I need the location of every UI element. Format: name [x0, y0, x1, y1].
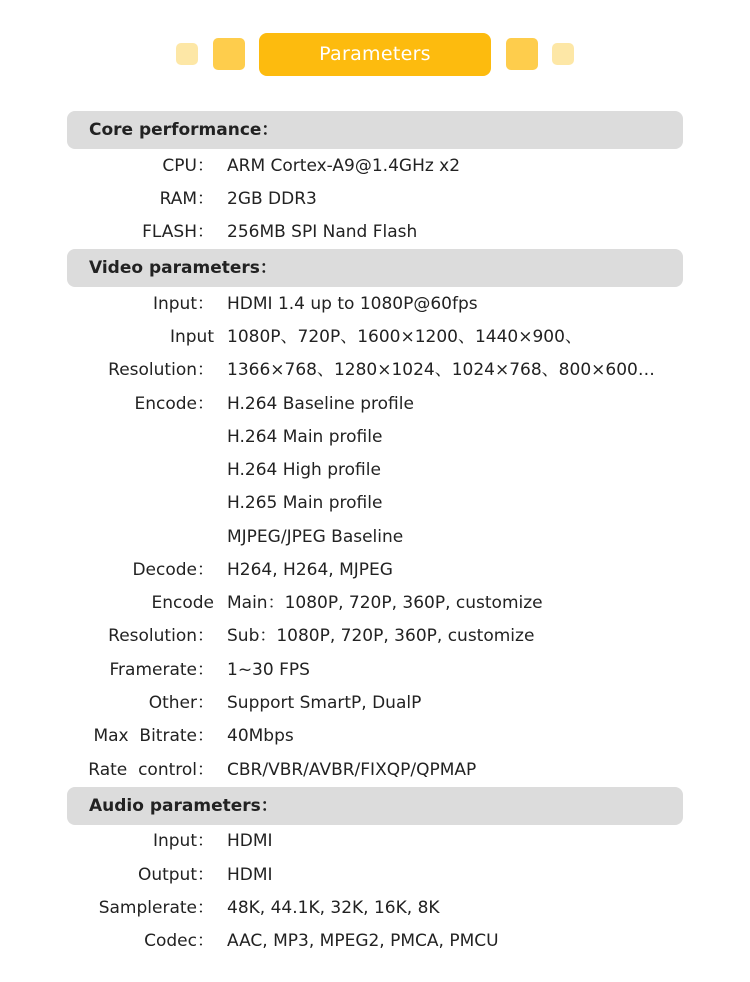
spec-label: Input：	[152, 831, 214, 851]
spec-value: Main：1080P, 720P, 360P, customize	[227, 593, 543, 613]
spec-row	[0, 521, 750, 554]
spec-label: Encode：	[134, 394, 214, 414]
spec-row	[0, 183, 750, 216]
spec-value: 256MB SPI Nand Flash	[227, 222, 418, 242]
spec-row	[0, 288, 750, 321]
spec-row	[0, 925, 750, 958]
spec-row	[0, 421, 750, 454]
spec-label: Rate control：	[88, 760, 214, 780]
spec-value: 1080P、720P、1600×1200、1440×900、	[227, 327, 582, 347]
spec-label: Resolution：	[108, 360, 214, 380]
section-header-core-performance	[67, 111, 683, 149]
spec-value: 48K, 44.1K, 32K, 16K, 8K	[227, 898, 440, 918]
spec-value: ARM Cortex-A9@1.4GHz x2	[227, 156, 461, 176]
spec-row	[0, 587, 750, 620]
spec-value: 2GB DDR3	[227, 189, 317, 209]
spec-label: Max Bitrate：	[93, 726, 214, 746]
section-title: Video parameters：	[89, 258, 277, 278]
spec-value: HDMI	[227, 865, 273, 885]
spec-value: CBR/VBR/AVBR/FIXQP/QPMAP	[227, 760, 477, 780]
section-header-audio-parameters	[67, 787, 683, 825]
spec-label: Other：	[148, 693, 214, 713]
spec-label: Encode	[151, 593, 214, 613]
spec-label: Decode：	[132, 560, 214, 580]
spec-value: HDMI	[227, 831, 273, 851]
spec-value: Support SmartP, DualP	[227, 693, 422, 713]
spec-row	[0, 354, 750, 387]
spec-value: H.264 Baseline profile	[227, 394, 414, 414]
spec-value: H.264 Main profile	[227, 427, 383, 447]
spec-value: 1366×768、1280×1024、1024×768、800×600…	[227, 360, 655, 380]
spec-value: AAC, MP3, MPEG2, PMCA, PMCU	[227, 931, 499, 951]
spec-label: Output：	[137, 865, 214, 885]
spec-value: 1~30 FPS	[227, 660, 310, 680]
spec-value: H.264 High profile	[227, 460, 381, 480]
spec-label: Codec：	[144, 931, 214, 951]
spec-label: RAM：	[159, 189, 214, 209]
spec-label: Input	[169, 327, 214, 347]
spec-row	[0, 687, 750, 720]
spec-row	[0, 150, 750, 183]
spec-row	[0, 454, 750, 487]
spec-value: H.265 Main profile	[227, 493, 383, 513]
spec-value: 40Mbps	[227, 726, 294, 746]
decorative-square-icon	[552, 43, 574, 65]
spec-row	[0, 554, 750, 587]
decorative-square-icon	[176, 43, 198, 65]
spec-value: Sub：1080P, 720P, 360P, customize	[227, 626, 535, 646]
header	[0, 0, 750, 110]
section-title: Audio parameters：	[89, 796, 278, 816]
spec-row	[0, 825, 750, 858]
spec-row	[0, 754, 750, 787]
spec-label: Framerate：	[109, 660, 214, 680]
spec-row	[0, 620, 750, 653]
spec-value: HDMI 1.4 up to 1080P@60fps	[227, 294, 478, 314]
spec-row	[0, 720, 750, 753]
spec-label: FLASH：	[142, 222, 214, 242]
spec-row	[0, 388, 750, 421]
spec-label: Samplerate：	[98, 898, 214, 918]
spec-row	[0, 321, 750, 354]
spec-value: H264, H264, MJPEG	[227, 560, 393, 580]
spec-row	[0, 892, 750, 925]
section-title: Core performance：	[89, 120, 279, 140]
spec-label: Input：	[152, 294, 214, 314]
decorative-square-icon	[506, 38, 538, 70]
spec-row	[0, 654, 750, 687]
spec-label: Resolution：	[108, 626, 214, 646]
decorative-square-icon	[213, 38, 245, 70]
section-header-video-parameters	[67, 249, 683, 287]
page-title: Parameters	[259, 33, 491, 76]
spec-row	[0, 487, 750, 520]
spec-value: MJPEG/JPEG Baseline	[227, 527, 404, 547]
spec-row	[0, 859, 750, 892]
spec-label: CPU：	[162, 156, 214, 176]
spec-row	[0, 216, 750, 249]
